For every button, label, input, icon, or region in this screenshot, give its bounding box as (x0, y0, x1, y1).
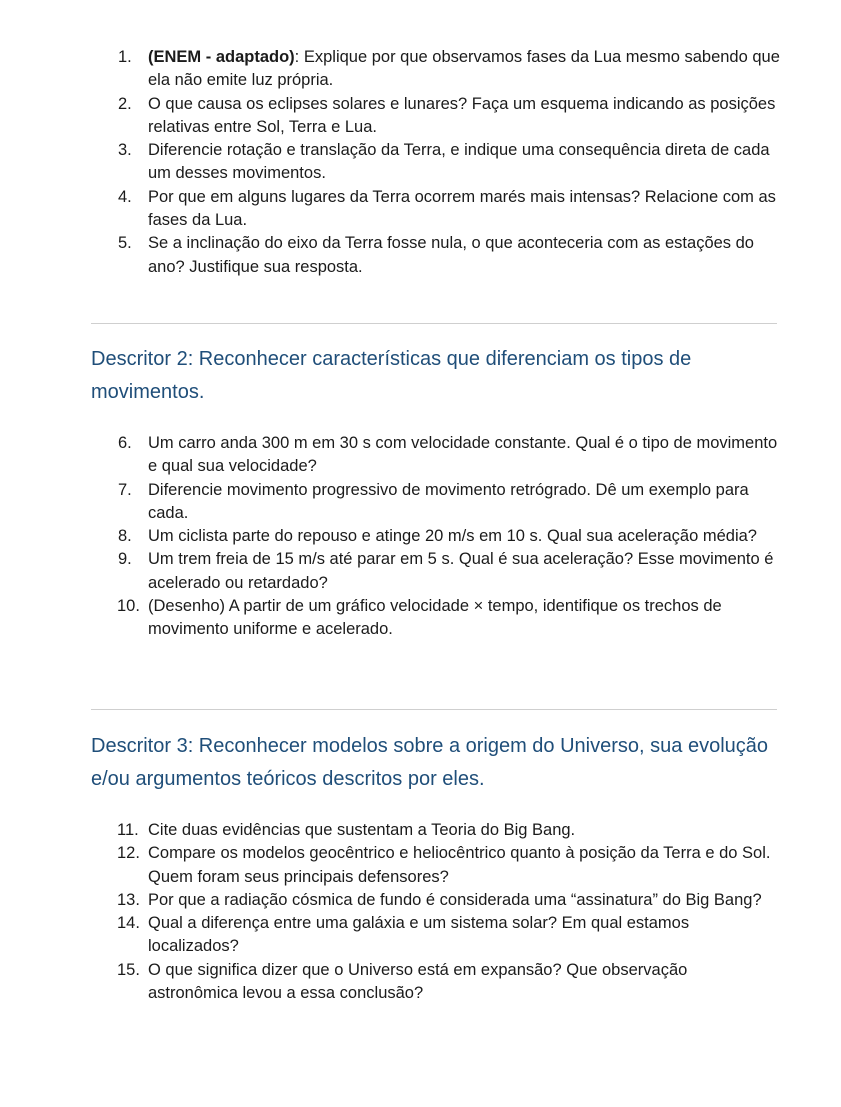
question-number: 11. (117, 821, 139, 839)
question-text: Um trem freia de 15 m/s até parar em 5 s. Qual é sua aceleração? Esse movimento é acelerado ou retardado? (148, 550, 774, 592)
question-text: Compare os modelos geocêntrico e heliocêntrico quanto à posição da Terra e do Sol. Quem foram seus principais defensores? (148, 844, 771, 886)
section-divider (91, 709, 777, 710)
question-text (148, 48, 780, 89)
question-number: 2. (118, 94, 132, 113)
question-item (0, 93, 841, 140)
question-text: Diferencie movimento progressivo de movimento retrógrado. Dê um exemplo para cada. (148, 480, 749, 522)
question-number: 8. (118, 527, 132, 546)
question-list-1 (0, 46, 841, 279)
question-item (0, 525, 841, 548)
question-text: (Desenho) A partir de um gráfico velocidade × tempo, identifique os trechos de movimento uniforme e acelerado. (148, 597, 722, 639)
question-item (0, 432, 841, 479)
question-text: Um ciclista parte do repouso e atinge 20 m/s em 10 s. Qual sua aceleração média? (148, 527, 757, 546)
question-number: 5. (118, 234, 132, 253)
question-text: Se a inclinação do eixo da Terra fosse nula, o que aconteceria com as estações do ano? Justifique sua resposta. (148, 234, 754, 276)
question-number: 4. (118, 187, 132, 206)
question-number: 3. (118, 141, 132, 160)
question-item (0, 595, 841, 642)
question-text: Qual a diferença entre uma galáxia e um sistema solar? Em qual estamos localizados? (148, 914, 690, 956)
question-item (0, 819, 841, 842)
question-item (0, 139, 841, 186)
question-body: : Explique por que observamos fases da Lua mesmo sabendo que ela não emite luz própria. (148, 48, 780, 90)
question-number: 15. (117, 960, 140, 979)
question-item (0, 479, 841, 526)
question-number: 10. (117, 597, 140, 616)
question-list-3 (0, 819, 841, 1005)
question-item (0, 912, 841, 959)
question-number: 12. (117, 844, 140, 863)
question-item (0, 186, 841, 233)
question-item (0, 232, 841, 279)
question-source-label: (ENEM - adaptado) (148, 48, 295, 66)
question-text: Cite duas evidências que sustentam a Teoria do Big Bang. (148, 821, 576, 839)
question-text: O que causa os eclipses solares e lunares? Faça um esquema indicando as posições relativas entre Sol, Terra e Lua. (148, 94, 776, 136)
question-item (0, 889, 841, 912)
question-text: O que significa dizer que o Universo está em expansão? Que observação astronômica levou a essa conclusão? (148, 960, 688, 1003)
question-text: Por que em alguns lugares da Terra ocorrem marés mais intensas? Relacione com as fases da Lua. (148, 187, 776, 230)
question-number: 7. (118, 480, 132, 499)
descritor-3-heading: Descritor 3: Reconhecer modelos sobre a origem do Universo, sua evolução e/ou argumentos teóricos descritos por eles. (91, 735, 769, 790)
question-number: 14. (117, 914, 140, 933)
section-divider (91, 323, 777, 324)
question-text: Um carro anda 300 m em 30 s com velocidade constante. Qual é o tipo de movimento e qual sua velocidade? (148, 434, 778, 476)
descritor-2-heading: Descritor 2: Reconhecer características que diferenciam os tipos de movimentos. (91, 348, 692, 403)
question-text: Por que a radiação cósmica de fundo é considerada uma “assinatura” do Big Bang? (148, 890, 762, 909)
question-item (0, 46, 841, 93)
question-item (0, 842, 841, 889)
question-number: 13. (117, 890, 140, 909)
question-number: 9. (118, 550, 132, 569)
question-number: 1. (118, 48, 132, 66)
question-item (0, 959, 841, 1006)
question-text: Diferencie rotação e translação da Terra, e indique uma consequência direta de cada um desses movimentos. (148, 141, 770, 183)
question-list-2 (0, 432, 841, 642)
question-item (0, 548, 841, 595)
question-number: 6. (118, 434, 132, 452)
